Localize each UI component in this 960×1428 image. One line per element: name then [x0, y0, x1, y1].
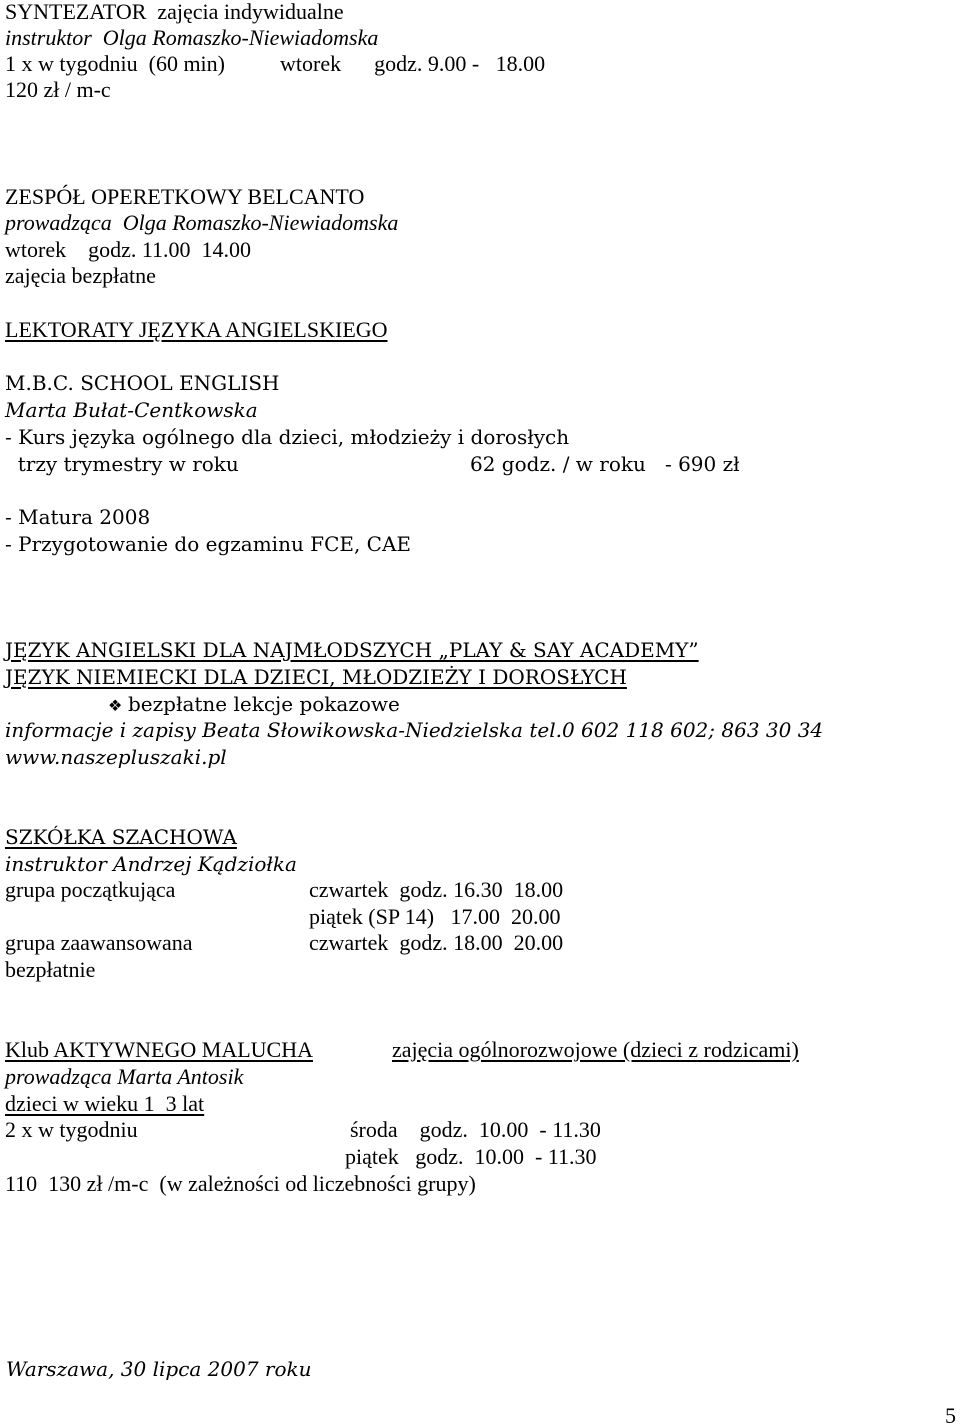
chess-advanced-time: czwartek godz. 18.00 20.00 [309, 930, 564, 955]
kids-german-title: JĘZYK NIEMIECKI DLA DZIECI, MŁODZIEŻY I DOROSŁYCH [5, 665, 627, 689]
synth-schedule: 1 x w tygodniu (60 min) wtorek godz. 9.00 - 18.00 [5, 51, 546, 76]
diamond-bullet-icon: ❖ [108, 696, 123, 715]
kids-www: www.naszepluszaki.pl [5, 745, 227, 769]
operetta-title: ZESPÓŁ OPERETKOWY BELCANTO [5, 184, 365, 209]
club-title: Klub AKTYWNEGO MALUCHA [5, 1037, 313, 1062]
english-title: LEKTORATY JĘZYKA ANGIELSKIEGO [5, 317, 388, 342]
kids-english-title: JĘZYK ANGIELSKI DLA NAJMŁODSZYCH „PLAY & SAY ACADEMY” [5, 638, 699, 662]
bullet-line [108, 692, 400, 718]
club-frequency: 2 x w tygodniu [5, 1117, 138, 1142]
operetta-note: zajęcia bezpłatne [5, 263, 156, 288]
chess-beginner-time2: piątek (SP 14) 17.00 20.00 [309, 904, 561, 929]
english-matura: - Matura 2008 [5, 505, 151, 529]
kids-info: informacje i zapisy Beata Słowikowska-Niedzielska tel.0 602 118 602; 863 30 34 [5, 718, 824, 742]
operetta-leader: prowadząca Olga Romaszko-Niewiadomska [5, 210, 399, 235]
chess-beginner-label: grupa początkująca [5, 877, 176, 902]
club-time1: środa godz. 10.00 - 11.30 [350, 1117, 601, 1142]
place-date: Warszawa, 30 lipca 2007 roku [6, 1357, 312, 1381]
bullet-text: bezpłatne lekcje pokazowe [128, 692, 400, 716]
club-time2: piątek godz. 10.00 - 11.30 [345, 1144, 597, 1169]
synth-price: 120 zł / m-c [5, 77, 111, 102]
club-age: dzieci w wieku 1 3 lat [5, 1091, 205, 1116]
club-subtitle: zajęcia ogólnorozwojowe (dzieci z rodzicami) [392, 1037, 799, 1062]
english-teacher: Marta Bułat-Centkowska [5, 398, 258, 422]
chess-title: SZKÓŁKA SZACHOWA [5, 825, 237, 849]
page-number: 5 [945, 1403, 956, 1428]
english-course: - Kurs języka ogólnego dla dzieci, młodzieży i dorosłych [5, 425, 570, 449]
english-exam: - Przygotowanie do egzaminu FCE, CAE [5, 532, 412, 556]
synth-title: SYNTEZATOR zajęcia indywidualne [5, 0, 344, 24]
chess-advanced-label: grupa zaawansowana [5, 930, 193, 955]
club-leader: prowadząca Marta Antosik [5, 1064, 244, 1089]
english-terms-left: trzy trymestry w roku [5, 452, 239, 476]
english-school: M.B.C. SCHOOL ENGLISH [5, 371, 280, 395]
synth-instructor: instruktor Olga Romaszko-Niewiadomska [5, 25, 379, 50]
chess-beginner-time1: czwartek godz. 16.30 18.00 [309, 877, 564, 902]
chess-instructor: instruktor Andrzej Kądziołka [5, 852, 297, 876]
club-price: 110 130 zł /m-c (w zależności od liczebności grupy) [5, 1171, 476, 1196]
chess-note: bezpłatnie [5, 957, 96, 982]
english-terms-right: 62 godz. / w roku - 690 zł [470, 452, 740, 476]
operetta-schedule: wtorek godz. 11.00 14.00 [5, 237, 252, 262]
